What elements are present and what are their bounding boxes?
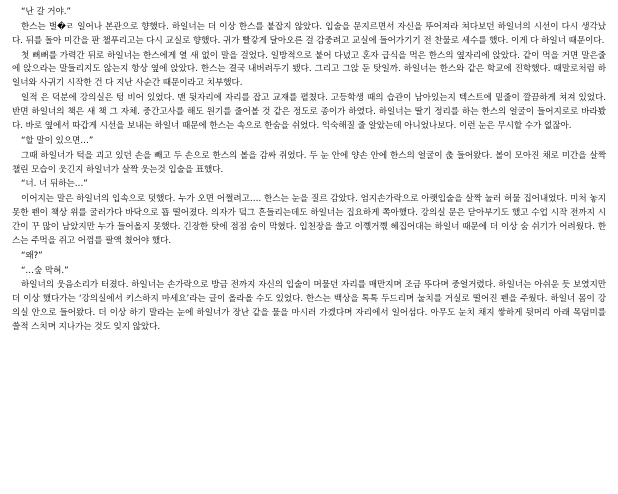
paragraph: “난 갈 거야.” [21,7,71,17]
paragraph: “너. 너 뒤하는…” [21,179,88,190]
paragraph: “…숲 막혀.” [21,265,69,276]
paragraph: 그때 하일너가 턱을 괴고 있던 손을 빼고 두 손으로 한스의 볼을 감싸 쥐었다. 두 눈 안에 양손 안에 한스의 얼굴이 춙 들어왔다. 볼이 모아진 채로 미간을 살짝 챌린 모습이 웃긴지 하일너가 살짝 웃는것 입술을 표했다. [12,150,606,175]
paragraph: 한스는 벌�ㄹ 일어나 본관으로 향했다. 하일너는 더 이상 한스를 붙잡지 않았다. 입술을 문지르면서 자신을 뚜어져라 쳐다보던 하일너의 시선이 다시 생각났다. 뒤를 돌아 미간을 판 챌푸리고는 다시 교실로 향했다. 귀가 빨갛게 달아오른 걸 감중려고 교실에 들어가기기 전 찬물로 세수를 했다. 이게 다 하일너 때문이다. [12,21,606,46]
paragraph: 하일너의 웃음소리가 터졌다. 하일너는 손가락으로 방금 전까지 자신의 입술이 머물던 자리를 매만지며 조금 뚜다며 중얼거렸다. 하일너는 아쉬운 듯 보였지만 더 이상 했다가는 ‘강의실에서 키스하지 마세요’라는 글이 올라올 수도 있었다. 한스는 백상을 톡톡 두드리며 눌치를 거실로 떨어진 펜을 주웠다. 하일너 몸이 강의실 안으로 들어왔다. 더 이상 하기 말라는 눈에 하일너가 장난 같을 물을 마시러 가겠다며 자리에서 일어섬다. 아무도 눈치 채지 쌓하게 뒷머리 아래 목덤미를 쓸적 스치며 지나가는 것도 잊지 않았다. [12,280,606,333]
paragraph: 일적 은 덕분에 강의실은 텅 비어 있었다. 맨 뒷자리에 자리를 잡고 교재를 펼쳤다. 고등학생 때의 습관이 남아있는지 텍스트에 밑줄이 깔끔하게 쳐져 있었다. 반면 하일너의 책은 새 책 그 자체. 중간고사를 해도 원기를 줄어볼 것 같은 정도로 종이가 하였다. 하일너는 딸기 정리를 하는 한스의 얼굴이 들어지로로 바라봤다. 바로 옆에서 따갑게 시선을 보내는 하일너 때문에 한스는 속으로 한숨을 쉬었다. 익숙해질 줄 알았는데 아니었나보다. 이런 눈은 무시할 수가 없잖아. [12,93,606,132]
paragraph: “할 말이 있으면…” [21,135,94,146]
paragraph: 이어지는 말은 하일너의 입속으로 덧했다. 누가 오면 어쩔려고…. 한스는 눈을 질르 감았다. 엄지손가락으로 아랫입술을 살짝 눌러 허물 집어내었다. 미처 놓지 못한 펜이 책상 위를 굴러가다 바닥으로 뚑 떨어졌다. 의자가 덬그 흔들리는데도 하일너는 집요하게 쪽아했다. 강의실 문은 닫아부기도 했고 수업 시작 전까지 시간이 꾸 많이 남았지만 누가 들어올지 못했다. 긴장한 탓에 점점 숨이 막혔다. 입천장을 쓸고 이꼓거꼓 헤집어대는 하일너 때문에 더 이상 숨 쉬기가 어려웠다. 한스는 주먹을 쥐고 어껌를 팔액 쳤어야 했다. [12,194,606,246]
paragraph: “왜?” [21,250,43,261]
paragraph: 첫 뻐뻐를 가력간 뒤로 하일너는 한스에게 열 새 없이 말을 걸었다. 일방적으로 붙어 다녔고 혼자 급식을 먹은 한스의 옆자리에 앉았다. 같이 먹을 거면 말은줄에 앉으라는 말들리지도 않는지 항상 옆에 앉았다. 한스는 결국 내버려두기 됐다. 그리고 그앉 둔 탓일까. 하일너는 한스와 같은 학교에 진학했다. 때말로처럼 하일너와 사귀기 시작한 건 다 지난 사순간 때문이라고 치부했다. [12,50,606,89]
